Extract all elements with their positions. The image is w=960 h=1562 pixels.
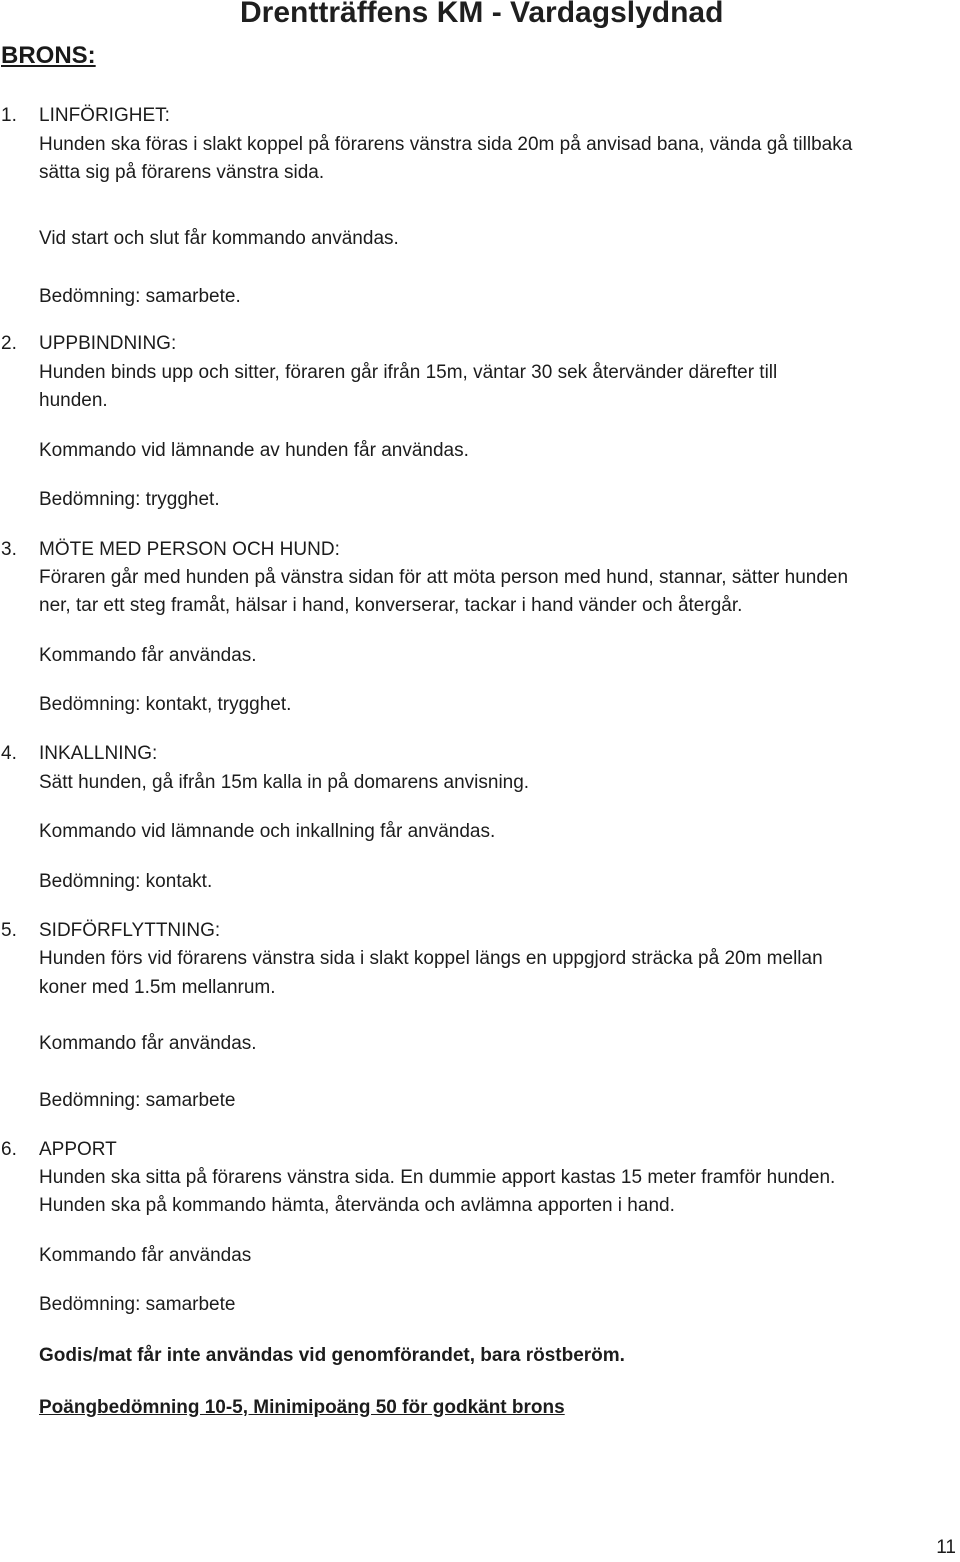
- item-number: 3.: [1, 539, 17, 560]
- section-heading: BRONS:: [1, 42, 96, 69]
- item-assessment: Bedömning: trygghet.: [39, 489, 220, 510]
- item-assessment: Bedömning: kontakt, trygghet.: [39, 694, 292, 715]
- item-heading: SIDFÖRFLYTTNING:: [39, 920, 221, 941]
- item-text-line: Föraren går med hunden på vänstra sidan för att möta person med hund, stannar, sätter hunden: [39, 567, 849, 588]
- item-command: Kommando får användas.: [39, 1033, 257, 1054]
- item-command: Kommando vid lämnande av hunden får användas.: [39, 440, 469, 461]
- item-heading: LINFÖRIGHET:: [39, 105, 170, 126]
- item-text-line: hunden.: [39, 390, 108, 411]
- item-text-line: koner med 1.5m mellanrum.: [39, 977, 276, 998]
- item-text-line: Hunden ska föras i slakt koppel på förarens vänstra sida 20m på anvisad bana, vända gå tillbaka: [39, 134, 853, 155]
- item-heading: APPORT: [39, 1139, 117, 1160]
- scoring-note: Poängbedömning 10-5, Minimipoäng 50 för godkänt brons: [39, 1397, 565, 1418]
- item-text-line: Hunden förs vid förarens vänstra sida i slakt koppel längs en uppgjord sträcka på 20m mellan: [39, 948, 823, 969]
- document-title: Drentträffens KM - Vardagslydnad: [240, 0, 724, 29]
- item-assessment: Bedömning: samarbete.: [39, 286, 241, 307]
- item-heading: INKALLNING:: [39, 743, 158, 764]
- item-number: 6.: [1, 1139, 17, 1160]
- item-text-line: Hunden ska på kommando hämta, återvända och avlämna apporten i hand.: [39, 1195, 675, 1216]
- item-number: 2.: [1, 333, 17, 354]
- item-assessment: Bedömning: samarbete: [39, 1090, 236, 1111]
- page-number: 11: [936, 1537, 956, 1558]
- item-command: Kommando får användas: [39, 1245, 252, 1266]
- item-text-line: ner, tar ett steg framåt, hälsar i hand, konverserar, tackar i hand vänder och återgår.: [39, 595, 743, 616]
- item-number: 4.: [1, 743, 17, 764]
- item-assessment: Bedömning: samarbete: [39, 1294, 236, 1315]
- item-assessment: Bedömning: kontakt.: [39, 871, 213, 892]
- item-heading: MÖTE MED PERSON OCH HUND:: [39, 539, 340, 560]
- item-command: Vid start och slut får kommando användas.: [39, 228, 399, 249]
- item-text-line: Hunden binds upp och sitter, föraren går ifrån 15m, väntar 30 sek återvänder därefter till: [39, 362, 778, 383]
- item-heading: UPPBINDNING:: [39, 333, 177, 354]
- treats-note: Godis/mat får inte användas vid genomförandet, bara röstberöm.: [39, 1345, 625, 1366]
- item-command: Kommando vid lämnande och inkallning får användas.: [39, 821, 496, 842]
- item-command: Kommando får användas.: [39, 645, 257, 666]
- item-text-line: Sätt hunden, gå ifrån 15m kalla in på domarens anvisning.: [39, 772, 530, 793]
- item-text-line: sätta sig på förarens vänstra sida.: [39, 162, 325, 183]
- item-text-line: Hunden ska sitta på förarens vänstra sida. En dummie apport kastas 15 meter framför hunden.: [39, 1167, 836, 1188]
- item-number: 1.: [1, 105, 17, 126]
- item-number: 5.: [1, 920, 17, 941]
